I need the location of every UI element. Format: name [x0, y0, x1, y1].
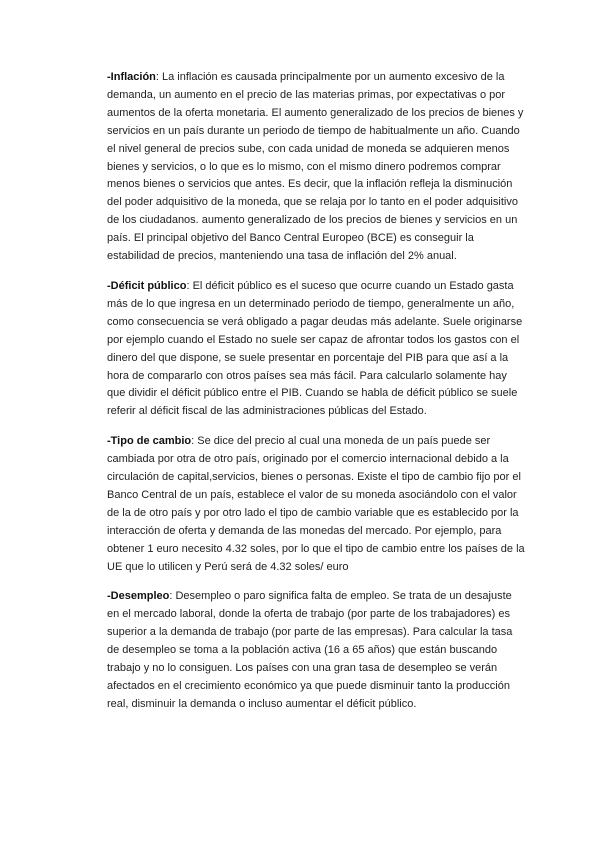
- term-deficit-publico: -Déficit público: [107, 279, 187, 292]
- paragraph-desempleo: [107, 588, 525, 713]
- term-inflacion: -Inflación: [107, 71, 156, 83]
- paragraph-deficit-publico: [107, 278, 525, 421]
- text-desempleo: : Desempleo o paro significa falta de empleo. Se trata de un desajuste en el mercado laboral, donde la oferta de trabajo (por parte de los trabajadores) es superior a la demanda de trabajo (por parte de las empresas). Para calcular la tasa de desempleo se toma a la población activa (16 a 65 años) que están buscando trabajo y no lo consiguen. Los países con una gran tasa de desempleo se verán afectados en el crecimiento económico ya que puede disminuir tanto la producción real, disminuir la demanda o incluso aumentar el déficit público.: [107, 590, 513, 710]
- document-page: [107, 69, 525, 726]
- text-inflacion: : La inflación es causada principalmente por un aumento excesivo de la demanda, un aumento en el precio de las materias primas, por expectativas o por aumentos de la oferta monetaria. El aumento generalizado de los precios de bienes y servicios en un país durante un periodo de tiempo de habitualmente un año. Cuando el nivel general de precios sube, con cada unidad de moneda se adquieren menos bienes y servicios, o lo que es lo mismo, con el mismo dinero podremos comprar menos bienes o servicios que antes. Es decir, que la inflación refleja la disminución del poder adquisitivo de la moneda, que se relaja por lo tanto en el poder adquisitivo de los ciudadanos. aumento generalizado de los precios de bienes y servicios en un país. El principal objetivo del Banco Central Europeo (BCE) es conseguir la estabilidad de precios, manteniendo una tasa de inflación del 2% anual.: [107, 71, 524, 263]
- text-tipo-de-cambio: : Se dice del precio al cual una moneda de un país puede ser cambiada por otra de otro país, originado por el comercio internacional debido a la circulación de capital,servicios, bienes o personas. Existe el tipo de cambio fijo por el Banco Central de un país, establece el valor de su moneda asociándolo con el valor de la de otro país y por otro lado el tipo de cambio variable que es establecido por la interacción de oferta y demanda de las monedas del mercado. Por ejemplo, para obtener 1 euro necesito 4.32 soles, por lo que el tipo de cambio entre los países de la UE que lo utilicen y Perú será de 4.32 soles/ euro: [107, 435, 525, 573]
- paragraph-inflacion: [107, 69, 525, 266]
- text-deficit-publico: : El déficit público es el suceso que ocurre cuando un Estado gasta más de lo que ingresa en un determinado periodo de tiempo, generalmente un año, como consecuencia se verá obligado a pagar deudas más adelante. Suele originarse por ejemplo cuando el Estado no suele ser capaz de afrontar todos los gastos con el dinero del que dispone, se suele presentar en porcentaje del PIB para que así a la hora de compararlo con otros países sea más fácil. Para calcularlo solamente hay que dividir el déficit público entre el PIB. Cuando se habla de déficit público se suele referir al déficit fiscal de las administraciones públicas del Estado.: [107, 279, 523, 418]
- paragraph-tipo-de-cambio: [107, 433, 525, 576]
- term-desempleo: -Desempleo: [107, 590, 170, 603]
- term-tipo-de-cambio: -Tipo de cambio: [107, 435, 192, 448]
